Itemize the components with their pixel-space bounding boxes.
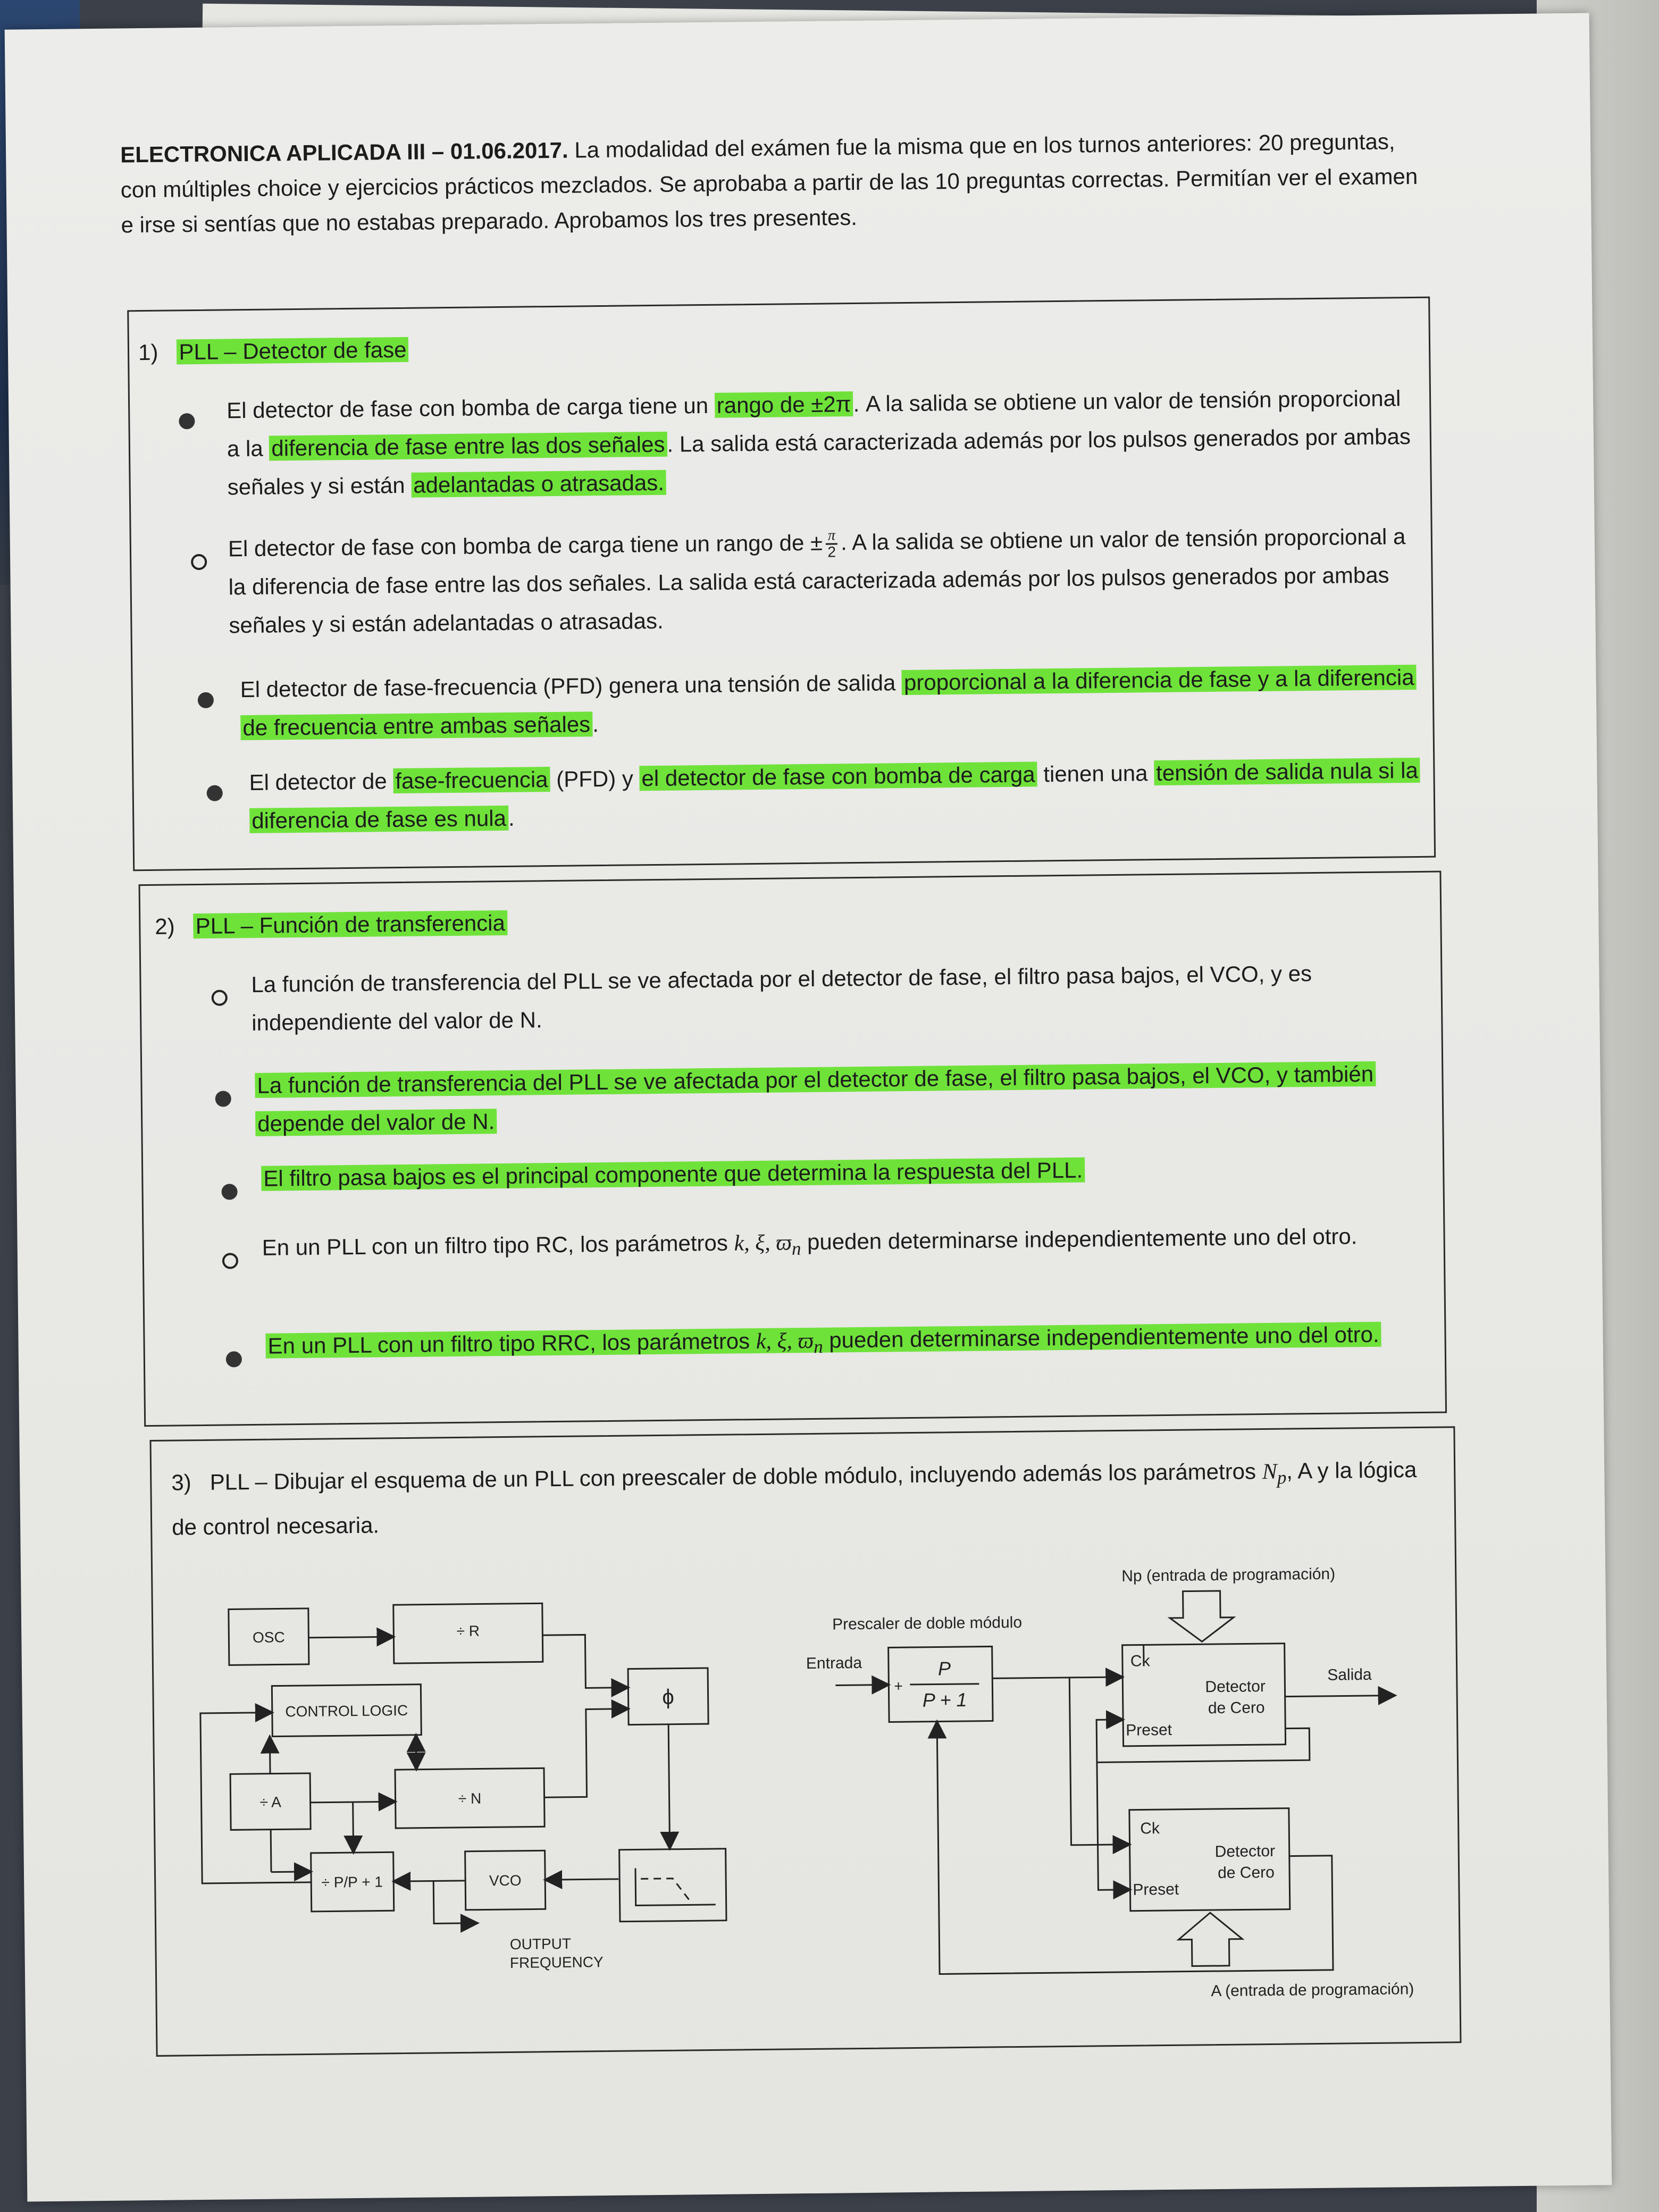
detector-2-label-b: de Cero xyxy=(1217,1863,1275,1882)
q2-option-1-radio[interactable] xyxy=(212,990,228,1006)
q2-option-4-radio[interactable] xyxy=(222,1253,238,1269)
question-2-number: 2) xyxy=(155,914,175,939)
div-a-label: ÷ A xyxy=(259,1794,281,1811)
question-1-title: PLL – Detector de fase xyxy=(177,337,409,365)
question-2-title: PLL – Función de transferencia xyxy=(193,910,507,939)
salida-label: Salida xyxy=(1327,1665,1372,1684)
osc-label: OSC xyxy=(252,1629,285,1646)
a-input-arrow xyxy=(1178,1913,1243,1966)
intro-text: La modalidad del exámen fue la misma que en los turnos anteriores: 20 preguntas, con múltiples choice y ejercicios prácticos mezclados. Se aprobaba a partir de las 10 preguntas correctas. Permitían ver el examen e irse si sentías que no estabas preparado. Aprobamos los tres presentes. xyxy=(120,129,1418,238)
q1-option-3: El detector de fase-frecuencia (PFD) genera una tensión de salida proporcional a la diferencia de fase y a la diferencia de frecuencia entre ambas señales. xyxy=(240,658,1426,747)
control-logic-label: CONTROL LOGIC xyxy=(285,1702,408,1720)
output-frequency-label-2: FREQUENCY xyxy=(509,1954,604,1971)
div-n-label: ÷ N xyxy=(458,1790,482,1807)
div-r-label: ÷ R xyxy=(456,1622,480,1639)
q2-option-5-radio[interactable] xyxy=(226,1351,242,1367)
output-frequency-label-1: OUTPUT xyxy=(509,1935,572,1953)
q2-option-3-radio[interactable] xyxy=(221,1184,237,1200)
ck-1-label: Ck xyxy=(1130,1652,1150,1670)
preset-2-label: Preset xyxy=(1133,1880,1179,1899)
intro-title: ELECTRONICA APLICADA III – 01.06.2017. xyxy=(120,137,568,167)
question-3-number: 3) xyxy=(171,1470,191,1495)
q2-option-3: El filtro pasa bajos es el principal componente que determina la respuesta del PLL. xyxy=(261,1147,1447,1197)
exam-sheet xyxy=(5,13,1612,2202)
prescaler-p-den: P + 1 xyxy=(922,1688,967,1711)
vco-label: VCO xyxy=(489,1872,522,1889)
q1-option-1-radio[interactable] xyxy=(179,413,195,429)
detector-2-label-a: Detector xyxy=(1214,1842,1276,1861)
prescaler-label: Prescaler de doble módulo xyxy=(832,1613,1023,1633)
np-label: Np (entrada de programación) xyxy=(1121,1565,1336,1585)
q1-option-1: El detector de fase con bomba de carga tiene un rango de ±2π. A la salida se obtiene un valor de tensión proporcional a la diferencia de fase entre las dos señales. La salida está caracterizada además por los pulsos generados por ambas señales y si están adelantadas o atrasadas. xyxy=(226,386,1411,500)
intro-paragraph xyxy=(120,124,1419,243)
detector-1-label-b: de Cero xyxy=(1208,1699,1265,1717)
detector-1-label-a: Detector xyxy=(1205,1678,1266,1696)
prescaler-plus: + xyxy=(894,1678,903,1695)
question-1-header xyxy=(138,334,409,368)
preset-1-label: Preset xyxy=(1126,1721,1172,1739)
q2-option-2: La función de transferencia del PLL se ve afectada por el detector de fase, el filtro pasa bajos, el VCO, y también depende del valor de N. xyxy=(255,1054,1441,1143)
entrada-label: Entrada xyxy=(806,1654,862,1673)
ck-2-label: Ck xyxy=(1140,1820,1160,1838)
q2-option-5: En un PLL con un filtro tipo RRC, los parámetros k, ξ, $ϖ_n$ pueden determinarse independientemente uno del otro. xyxy=(265,1314,1452,1372)
q1-option-2: El detector de fase con bomba de carga tiene un rango de ± $\frac{\pi}{2}$ . A la salida se obtiene un valor de tensión proporcional a la diferencia de fase entre las dos señales. La salida está caracterizada además por los pulsos generados por ambas señales y si están adelantadas o atrasadas. xyxy=(228,524,1406,638)
np-input-arrow xyxy=(1170,1591,1234,1642)
pll-block-diagram xyxy=(191,1580,753,1990)
pi-over-2-fraction: $\frac{\pi}{2}$ xyxy=(826,529,838,560)
q2-option-2-radio[interactable] xyxy=(215,1091,231,1107)
q2-option-4: En un PLL con un filtro tipo RC, los parámetros k, ξ, $ϖ_n$ pueden determinarse independientemente uno del otro. xyxy=(262,1224,1358,1260)
div-p-label: ÷ P/P + 1 xyxy=(321,1873,383,1891)
q1-option-3-radio[interactable] xyxy=(198,692,214,708)
prescaler-p-num: P xyxy=(937,1657,951,1680)
q1-option-2-radio[interactable] xyxy=(191,554,207,570)
q1-option-4: El detector de fase-frecuencia (PFD) y el detector de fase con bomba de carga tienen una tensión de salida nula si la diferencia de fase es nula. xyxy=(249,751,1430,840)
question-2-header xyxy=(155,907,507,943)
q1-option-4-radio[interactable] xyxy=(207,785,223,801)
a-label: A (entrada de programación) xyxy=(1211,1980,1414,2000)
phi-label: ϕ xyxy=(662,1685,675,1709)
prescaler-diagram xyxy=(802,1535,1456,2021)
q2-option-1: La función de transferencia del PLL se ve afectada por el detector de fase, el filtro pasa bajos, el VCO, y es independiente del valor de N. xyxy=(251,961,1312,1035)
question-1-number: 1) xyxy=(138,339,158,365)
question-3-text: 3) PLL – Dibujar el esquema de un PLL con preescaler de doble módulo, incluyendo además los parámetros $N_p$, A y la lógica de control necesaria. xyxy=(171,1457,1417,1540)
